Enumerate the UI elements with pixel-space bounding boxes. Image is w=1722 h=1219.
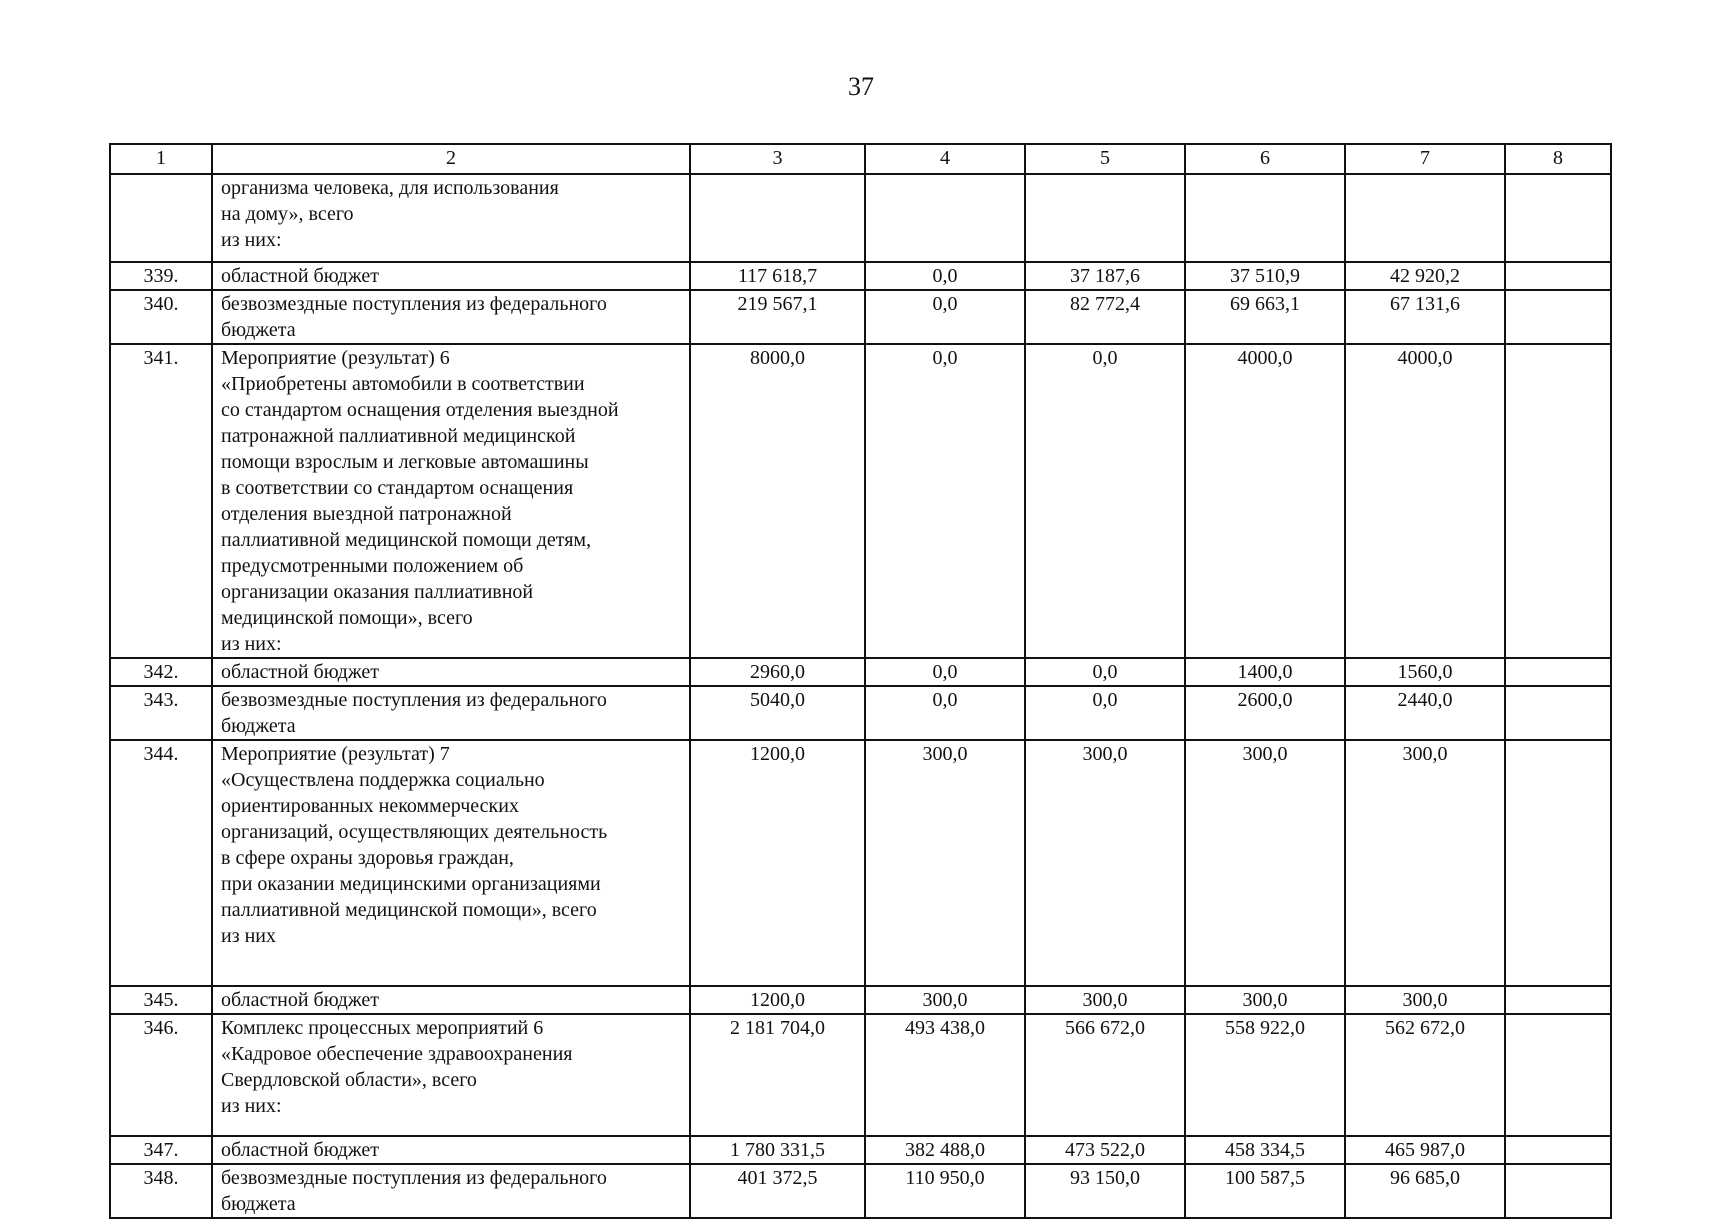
description-line: бюджета (221, 1193, 296, 1215)
row-number (110, 174, 212, 262)
column-header: 8 (1505, 144, 1611, 174)
amount-cell-col3: 1 780 331,5 (690, 1136, 865, 1164)
amount-cell-col7: 2440,0 (1345, 686, 1505, 740)
amount-cell-col7: 4000,0 (1345, 344, 1505, 658)
description-line: из них: (221, 229, 282, 251)
table-row (110, 1014, 1611, 1136)
amount-cell-col6 (1185, 174, 1345, 262)
amount-cell-col5: 82 772,4 (1025, 290, 1185, 344)
description-line: безвозмездные поступления из федерального (221, 293, 607, 315)
row-description (212, 658, 690, 686)
column-header: 5 (1025, 144, 1185, 174)
note-cell (1505, 658, 1611, 686)
table-row (110, 986, 1611, 1014)
description-line: бюджета (221, 319, 296, 341)
row-number: 348. (110, 1164, 212, 1218)
row-description (212, 1136, 690, 1164)
amount-cell-col5: 566 672,0 (1025, 1014, 1185, 1136)
table-row (110, 1164, 1611, 1218)
amount-cell-col7: 465 987,0 (1345, 1136, 1505, 1164)
description-line: медицинской помощи», всего (221, 607, 473, 629)
table-row (110, 344, 1611, 658)
table-row (110, 262, 1611, 290)
amount-cell-col5: 0,0 (1025, 658, 1185, 686)
amount-cell-col3 (690, 174, 865, 262)
row-number: 340. (110, 290, 212, 344)
description-line: на дому», всего (221, 203, 354, 225)
table-row (110, 1136, 1611, 1164)
row-number: 347. (110, 1136, 212, 1164)
amount-cell-col4: 493 438,0 (865, 1014, 1025, 1136)
table-row (110, 686, 1611, 740)
amount-cell-col3: 2960,0 (690, 658, 865, 686)
note-cell (1505, 1164, 1611, 1218)
column-header: 4 (865, 144, 1025, 174)
amount-cell-col7: 67 131,6 (1345, 290, 1505, 344)
description-line: «Приобретены автомобили в соответствии (221, 373, 585, 395)
amount-cell-col4: 300,0 (865, 740, 1025, 986)
amount-cell-col6: 4000,0 (1185, 344, 1345, 658)
note-cell (1505, 262, 1611, 290)
amount-cell-col7: 300,0 (1345, 740, 1505, 986)
column-header: 7 (1345, 144, 1505, 174)
row-number: 342. (110, 658, 212, 686)
amount-cell-col4: 0,0 (865, 686, 1025, 740)
description-line: со стандартом оснащения отделения выездной (221, 399, 619, 421)
amount-cell-col4: 300,0 (865, 986, 1025, 1014)
note-cell (1505, 986, 1611, 1014)
amount-cell-col3: 1200,0 (690, 740, 865, 986)
amount-cell-col4: 110 950,0 (865, 1164, 1025, 1218)
page-number: 37 (848, 72, 874, 101)
description-line: патронажной паллиативной медицинской (221, 425, 576, 447)
amount-cell-col7: 1560,0 (1345, 658, 1505, 686)
amount-cell-col4 (865, 174, 1025, 262)
description-line: «Осуществлена поддержка социально (221, 769, 545, 791)
description-line: организаций, осуществляющих деятельность (221, 821, 608, 843)
note-cell (1505, 1014, 1611, 1136)
row-number: 346. (110, 1014, 212, 1136)
note-cell (1505, 1136, 1611, 1164)
description-line: организма человека, для использования (221, 177, 559, 199)
description-line: Свердловской области», всего (221, 1069, 477, 1091)
amount-cell-col4: 0,0 (865, 658, 1025, 686)
amount-cell-col3: 117 618,7 (690, 262, 865, 290)
note-cell (1505, 686, 1611, 740)
column-header: 1 (110, 144, 212, 174)
table-row (110, 290, 1611, 344)
description-line: из них: (221, 633, 282, 655)
amount-cell-col6: 1400,0 (1185, 658, 1345, 686)
row-number: 343. (110, 686, 212, 740)
row-description (212, 174, 690, 262)
description-line: в сфере охраны здоровья граждан, (221, 847, 514, 869)
amount-cell-col7: 562 672,0 (1345, 1014, 1505, 1136)
description-line: бюджета (221, 715, 296, 737)
description-line: отделения выездной патронажной (221, 503, 512, 525)
note-cell (1505, 290, 1611, 344)
budget-table (109, 143, 1612, 1219)
amount-cell-col7 (1345, 174, 1505, 262)
row-number: 341. (110, 344, 212, 658)
amount-cell-col3: 219 567,1 (690, 290, 865, 344)
amount-cell-col4: 0,0 (865, 290, 1025, 344)
amount-cell-col5: 93 150,0 (1025, 1164, 1185, 1218)
description-line: при оказании медицинскими организациями (221, 873, 601, 895)
row-description (212, 1014, 690, 1136)
amount-cell-col3: 2 181 704,0 (690, 1014, 865, 1136)
description-line: безвозмездные поступления из федерального (221, 1167, 607, 1189)
description-line: помощи взрослым и легковые автомашины (221, 451, 589, 473)
description-line: областной бюджет (221, 265, 380, 287)
amount-cell-col7: 42 920,2 (1345, 262, 1505, 290)
description-line: областной бюджет (221, 989, 380, 1011)
amount-cell-col6: 300,0 (1185, 740, 1345, 986)
amount-cell-col5 (1025, 174, 1185, 262)
amount-cell-col6: 37 510,9 (1185, 262, 1345, 290)
table-row (110, 174, 1611, 262)
description-line: ориентированных некоммерческих (221, 795, 519, 817)
amount-cell-col6: 69 663,1 (1185, 290, 1345, 344)
amount-cell-col4: 0,0 (865, 262, 1025, 290)
amount-cell-col6: 558 922,0 (1185, 1014, 1345, 1136)
description-line: Мероприятие (результат) 6 (221, 347, 450, 369)
amount-cell-col7: 96 685,0 (1345, 1164, 1505, 1218)
description-line: безвозмездные поступления из федерального (221, 689, 607, 711)
table-row (110, 740, 1611, 986)
amount-cell-col3: 401 372,5 (690, 1164, 865, 1218)
description-line: организации оказания паллиативной (221, 581, 534, 603)
amount-cell-col3: 1200,0 (690, 986, 865, 1014)
note-cell (1505, 344, 1611, 658)
table-row (110, 658, 1611, 686)
table-body (110, 174, 1611, 1218)
column-number-row (110, 144, 1611, 174)
row-number: 345. (110, 986, 212, 1014)
note-cell (1505, 740, 1611, 986)
row-description (212, 290, 690, 344)
amount-cell-col4: 0,0 (865, 344, 1025, 658)
amount-cell-col6: 2600,0 (1185, 686, 1345, 740)
row-number: 344. (110, 740, 212, 986)
amount-cell-col5: 0,0 (1025, 344, 1185, 658)
description-line: областной бюджет (221, 661, 380, 683)
row-description (212, 344, 690, 658)
note-cell (1505, 174, 1611, 262)
row-description (212, 740, 690, 986)
amount-cell-col3: 5040,0 (690, 686, 865, 740)
row-number: 339. (110, 262, 212, 290)
amount-cell-col5: 300,0 (1025, 986, 1185, 1014)
amount-cell-col7: 300,0 (1345, 986, 1505, 1014)
amount-cell-col3: 8000,0 (690, 344, 865, 658)
amount-cell-col5: 300,0 (1025, 740, 1185, 986)
description-line: из них: (221, 1095, 282, 1117)
description-line: Комплекс процессных мероприятий 6 (221, 1017, 544, 1039)
amount-cell-col5: 37 187,6 (1025, 262, 1185, 290)
description-line: областной бюджет (221, 1139, 380, 1161)
row-description (212, 986, 690, 1014)
row-description (212, 686, 690, 740)
amount-cell-col6: 100 587,5 (1185, 1164, 1345, 1218)
description-line: «Кадровое обеспечение здравоохранения (221, 1043, 573, 1065)
amount-cell-col5: 0,0 (1025, 686, 1185, 740)
description-line: предусмотренными положением об (221, 555, 524, 577)
row-description (212, 262, 690, 290)
amount-cell-col6: 300,0 (1185, 986, 1345, 1014)
column-header: 6 (1185, 144, 1345, 174)
description-line: в соответствии со стандартом оснащения (221, 477, 574, 499)
description-line: из них (221, 925, 277, 947)
description-line: паллиативной медицинской помощи детям, (221, 529, 592, 551)
amount-cell-col6: 458 334,5 (1185, 1136, 1345, 1164)
column-header: 3 (690, 144, 865, 174)
row-description (212, 1164, 690, 1218)
description-line: паллиативной медицинской помощи», всего (221, 899, 597, 921)
column-header: 2 (212, 144, 690, 174)
description-line: Мероприятие (результат) 7 (221, 743, 450, 765)
amount-cell-col4: 382 488,0 (865, 1136, 1025, 1164)
amount-cell-col5: 473 522,0 (1025, 1136, 1185, 1164)
